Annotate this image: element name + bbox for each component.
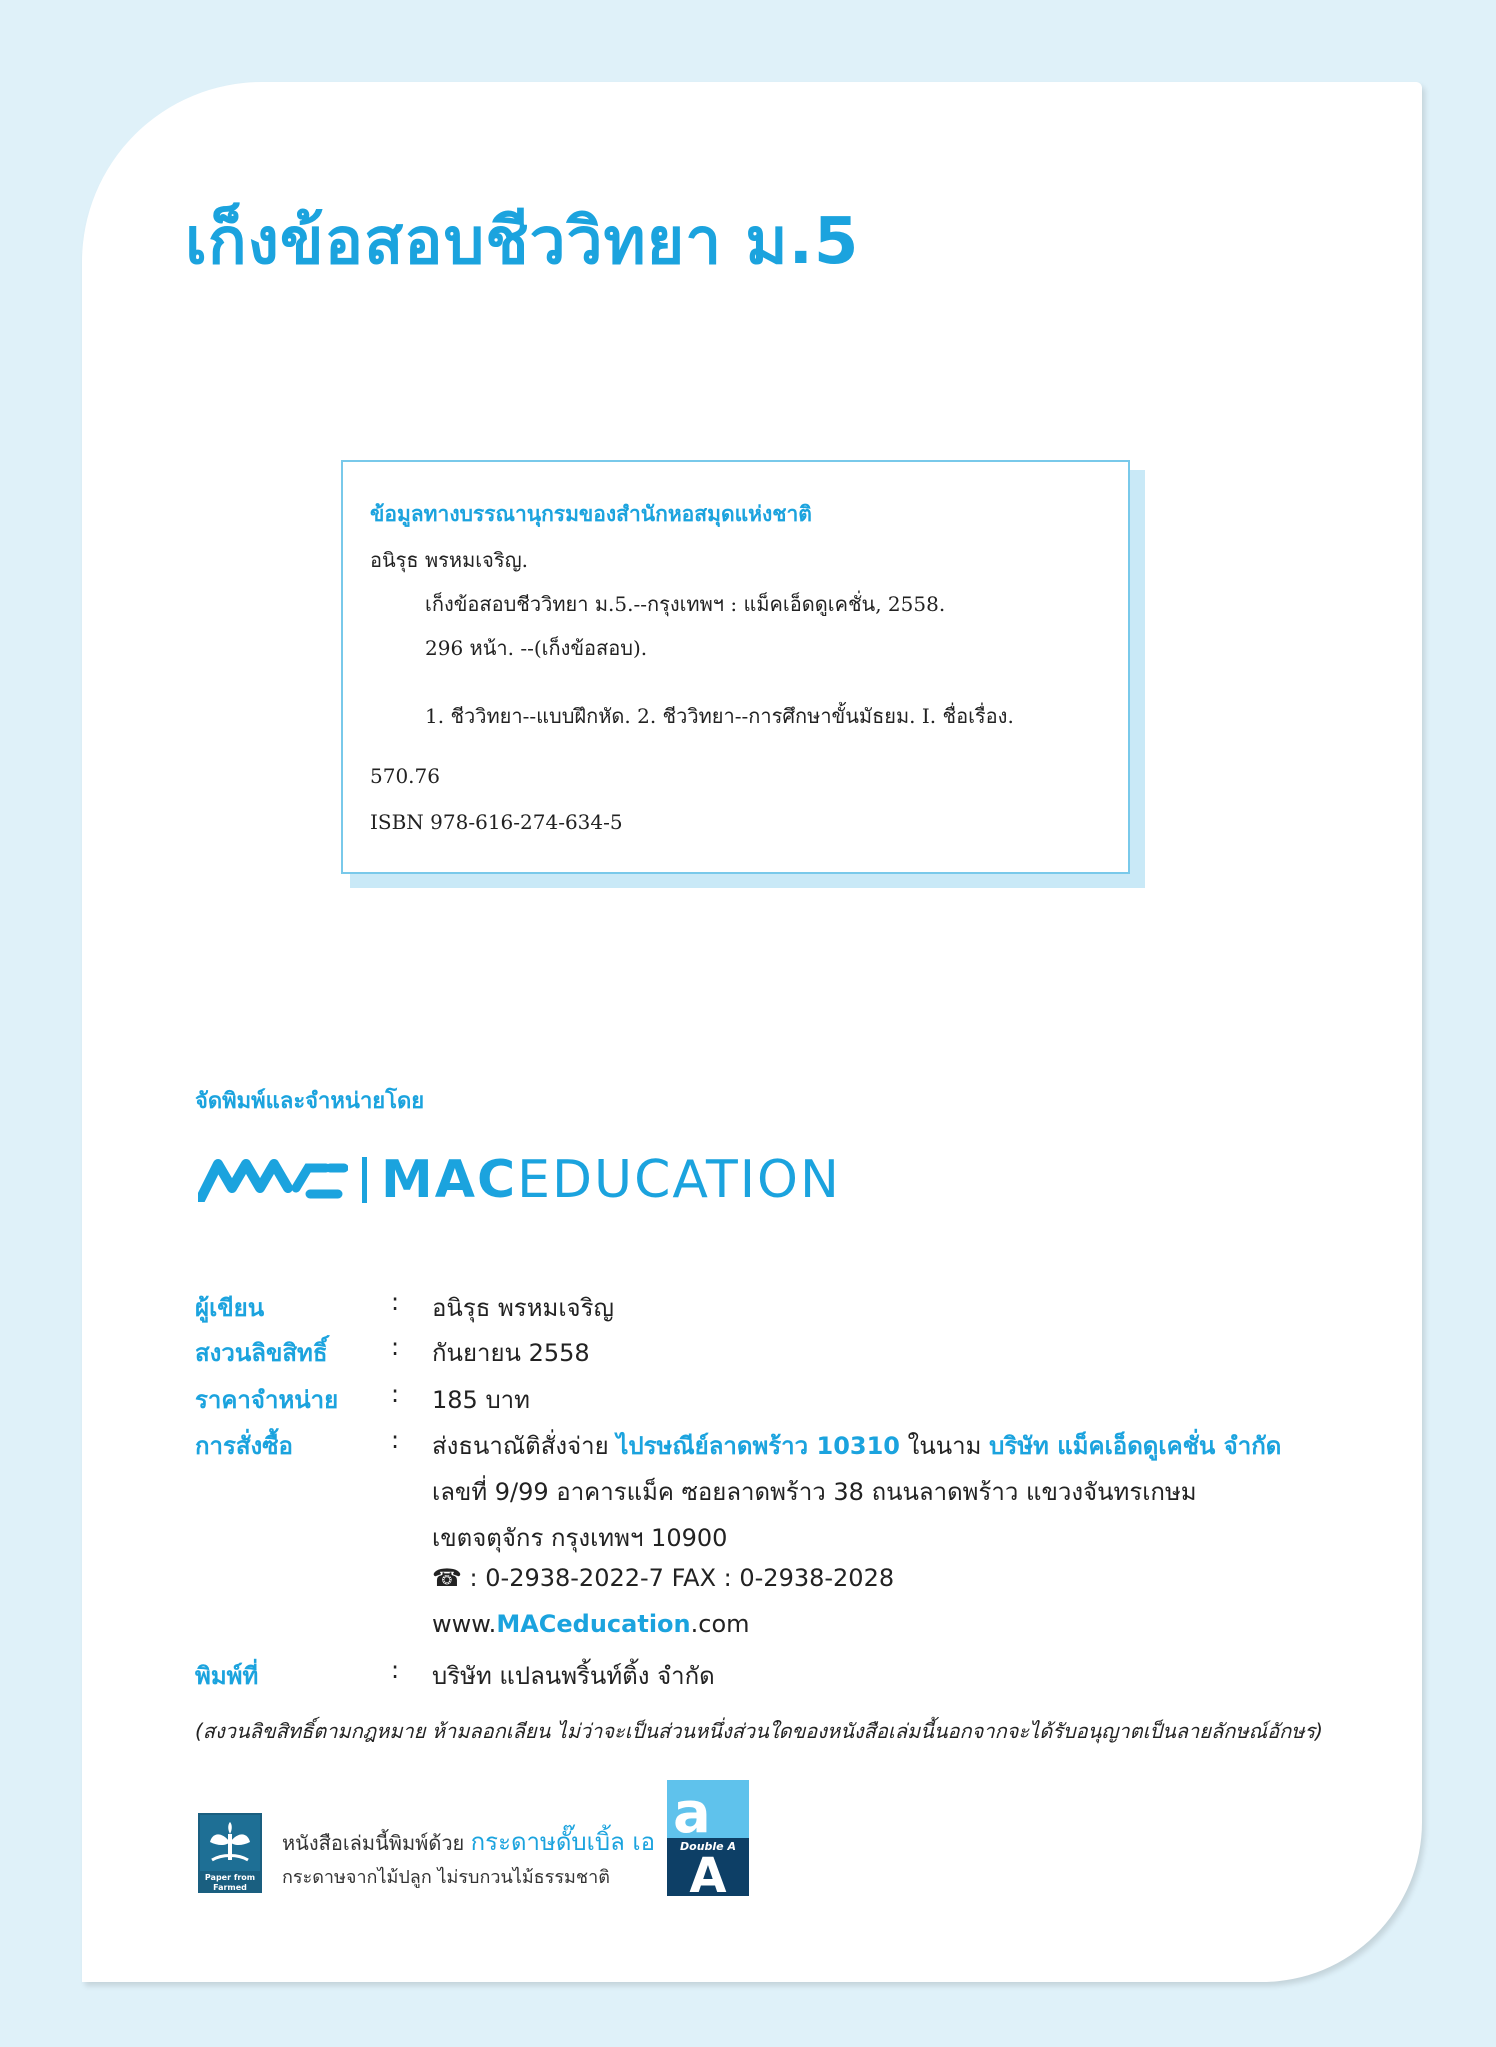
cip-box: [341, 460, 1130, 874]
svg-text:A: A: [689, 1848, 727, 1896]
cip-pages-line: 296 หน้า. --(เก็งข้อสอบ).: [425, 636, 648, 660]
copyright-label: สงวนลิขสิทธิ์: [195, 1339, 328, 1367]
cip-subjects: 1. ชีววิทยา--แบบฝึกหัด. 2. ชีววิทยา--การศึกษาขั้นมัธยม. I. ชื่อเรื่อง.: [425, 704, 1014, 728]
colon: :: [391, 1333, 400, 1361]
double-a-logo-text: Double A: [680, 1840, 736, 1853]
paper-line-2: กระดาษจากไม้ปลูก ไม่รบกวนไม้ธรรมชาติ: [282, 1867, 610, 1888]
cip-title-line: เก็งข้อสอบชีววิทยา ม.5.--กรุงเทพฯ : แม็คเอ็ดดูเคชั่น, 2558.: [425, 592, 946, 616]
cip-class-number: 570.76: [370, 764, 440, 788]
logo-divider: [362, 1157, 367, 1203]
author-value: อนิรุธ พรหมเจริญ: [432, 1294, 614, 1322]
cip-heading: ข้อมูลทางบรรณานุกรมของสำนักหอสมุดแห่งชาติ: [370, 501, 812, 526]
price-label: ราคาจำหน่าย: [195, 1386, 339, 1414]
double-a-logo: [667, 1780, 749, 1896]
mac-education-logo: [198, 1150, 841, 1210]
colon: :: [391, 1426, 400, 1454]
order-label: การสั่งซื้อ: [195, 1432, 293, 1460]
publisher-label: จัดพิมพ์และจำหน่ายโดย: [195, 1089, 425, 1114]
cip-author: อนิรุธ พรหมเจริญ.: [370, 548, 528, 572]
copyright-notice: (สงวนลิขสิทธิ์ตามกฎหมาย ห้ามลอกเลียน ไม่ว่าจะเป็นส่วนหนึ่งส่วนใดของหนังสือเล่มนี้นอกจากจะได้รับอนุญาตเป็นลายลักษณ์อักษร): [195, 1719, 1323, 1743]
phone-line: ☎ : 0-2938-2022-7 FAX : 0-2938-2028: [432, 1564, 895, 1592]
tree-icon: [206, 1820, 254, 1866]
book-title: เก็งข้อสอบชีววิทยา ม.5: [185, 205, 860, 279]
mac-logo-mark-icon: [198, 1158, 348, 1202]
badge-text: Paper from Farmed Trees.: [204, 1873, 256, 1902]
paper-line-1: หนังสือเล่มนี้พิมพ์ด้วย กระดาษดั๊บเบิ้ล เอ: [282, 1828, 656, 1856]
price-value: 185 บาท: [432, 1386, 530, 1414]
printer-value: บริษัท แปลนพริ้นท์ติ้ง จำกัด: [432, 1662, 715, 1690]
colon: :: [391, 1288, 400, 1316]
address-line-1: เลขที่ 9/99 อาคารแม็ค ซอยลาดพร้าว 38 ถนนลาดพร้าว แขวงจันทรเกษม: [432, 1478, 1197, 1506]
printer-label: พิมพ์ที่: [195, 1662, 259, 1690]
copyright-value: กันยายน 2558: [432, 1339, 590, 1367]
phone-icon: ☎: [432, 1564, 462, 1592]
page-sheet: [82, 82, 1422, 1982]
order-value: ส่งธนาณัติสั่งจ่าย ไปรษณีย์ลาดพร้าว 10310 ในนาม บริษัท แม็คเอ็ดดูเคชั่น จำกัด: [432, 1432, 1282, 1460]
author-label: ผู้เขียน: [195, 1294, 265, 1322]
logo-wordmark: MACEDUCATION: [381, 1150, 841, 1210]
website-link[interactable]: www.MACeducation.com: [432, 1610, 750, 1638]
colon: :: [391, 1656, 400, 1684]
svg-text:a: a: [673, 1781, 711, 1846]
farmed-trees-badge: [198, 1813, 262, 1902]
address-line-2: เขตจตุจักร กรุงเทพฯ 10900: [432, 1524, 728, 1552]
colon: :: [391, 1380, 400, 1408]
cip-isbn: ISBN 978-616-274-634-5: [370, 810, 623, 834]
